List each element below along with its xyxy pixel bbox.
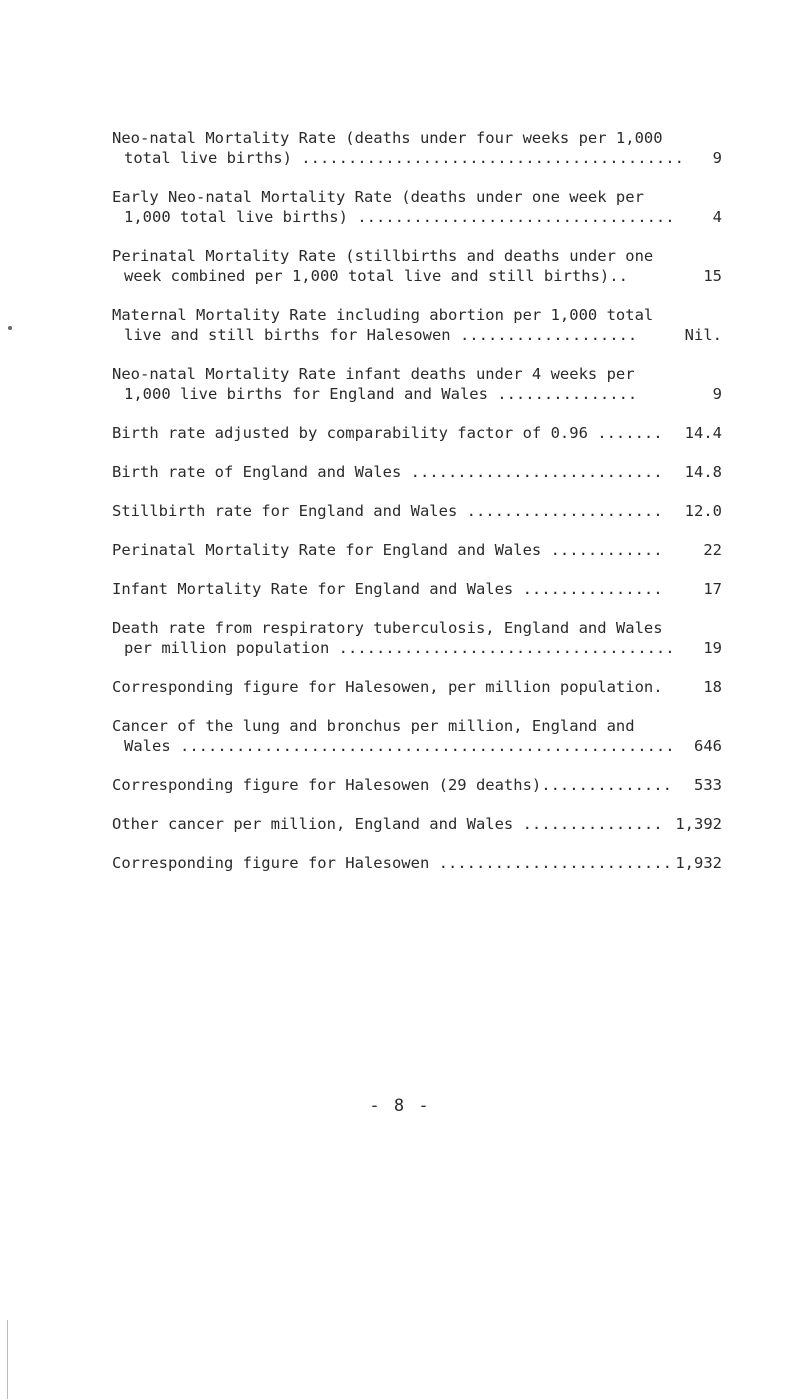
stat-label <box>112 462 663 482</box>
stat-label <box>112 187 675 227</box>
stat-label <box>112 501 663 521</box>
stat-label-line1: Neo-natal Mortality Rate infant deaths under 4 weeks per <box>112 365 635 383</box>
stat-label-line2: Wales ..................................................... <box>124 737 675 755</box>
stat-label-line1: Cancer of the lung and bronchus per million, England and <box>112 717 635 735</box>
stat-value: Nil. <box>684 326 722 344</box>
stat-label-line2: week combined per 1,000 total live and still births).. <box>124 267 628 285</box>
stat-row-lung-cancer-halesowen <box>112 775 722 795</box>
stat-label <box>112 853 672 873</box>
stat-value: 14.4 <box>684 424 722 442</box>
stat-value: 646 <box>694 737 722 755</box>
stat-label-line1: Birth rate adjusted by comparability factor of 0.96 ....... <box>112 424 663 442</box>
stat-label <box>112 423 663 443</box>
stat-row-other-cancer-england-wales <box>112 814 722 834</box>
stat-row-perinatal-mortality <box>112 246 722 286</box>
stat-value: 12.0 <box>684 502 722 520</box>
stat-label-line1: Death rate from respiratory tuberculosis, England and Wales <box>112 619 663 637</box>
stat-label <box>112 814 663 834</box>
stat-label-line1: Stillbirth rate for England and Wales ..................... <box>112 502 663 520</box>
stat-row-other-cancer-halesowen <box>112 853 722 873</box>
stat-row-maternal-mortality <box>112 305 722 345</box>
stat-value: 17 <box>703 580 722 598</box>
stat-label <box>112 677 663 697</box>
stat-label <box>112 128 684 168</box>
page-number: - 8 - <box>369 1096 431 1116</box>
stat-label-line2: per million population .................................... <box>124 639 675 657</box>
stat-label-line2: live and still births for Halesowen ................... <box>124 326 638 344</box>
stat-label <box>112 540 663 560</box>
stat-label-line1: Corresponding figure for Halesowen, per million population. <box>112 678 663 696</box>
stat-value: 15 <box>703 267 722 285</box>
stat-label <box>112 246 654 286</box>
stat-label-line1: Birth rate of England and Wales ........................... <box>112 463 663 481</box>
statistics-list <box>112 128 722 892</box>
stat-label <box>112 364 642 404</box>
stat-value: 9 <box>712 149 722 167</box>
stat-value: 9 <box>712 385 722 403</box>
stat-label <box>112 775 672 795</box>
stat-row-stillbirth-rate <box>112 501 722 521</box>
stat-label-line1: Other cancer per million, England and Wales ............... <box>112 815 663 833</box>
scan-edge-line <box>7 1320 8 1399</box>
stat-label-line1: Perinatal Mortality Rate (stillbirths and deaths under one <box>112 247 654 265</box>
stat-row-neonatal-england-wales <box>112 364 722 404</box>
stat-label-line2: 1,000 total live births) .................................. <box>124 208 675 226</box>
stat-label <box>112 305 654 345</box>
stat-label-line1: Neo-natal Mortality Rate (deaths under four weeks per 1,000 <box>112 129 663 147</box>
stat-value: 18 <box>703 678 722 696</box>
stat-row-tuberculosis-halesowen <box>112 677 722 697</box>
stat-row-infant-mortality <box>112 579 722 599</box>
stat-row-early-neonatal-mortality <box>112 187 722 227</box>
stat-label <box>112 618 675 658</box>
stat-value: 1,392 <box>675 815 722 833</box>
stat-row-birth-rate-england-wales <box>112 462 722 482</box>
stat-label-line1: Infant Mortality Rate for England and Wales ............... <box>112 580 663 598</box>
stat-row-lung-cancer-england-wales <box>112 716 722 756</box>
stat-value: 14.8 <box>684 463 722 481</box>
stat-label-line1: Corresponding figure for Halesowen (29 deaths).............. <box>112 776 672 794</box>
stat-value: 1,932 <box>675 854 722 872</box>
stat-value: 22 <box>703 541 722 559</box>
stat-label <box>112 716 675 756</box>
stat-row-neonatal-mortality <box>112 128 722 168</box>
stat-value: 533 <box>694 776 722 794</box>
stat-value: 4 <box>712 208 722 226</box>
stat-label <box>112 579 663 599</box>
stat-row-birth-rate-adjusted <box>112 423 722 443</box>
stat-label-line1: Perinatal Mortality Rate for England and Wales ............ <box>112 541 663 559</box>
stat-label-line1: Corresponding figure for Halesowen ......................... <box>112 854 672 872</box>
stat-label-line2: 1,000 live births for England and Wales ............... <box>124 385 638 403</box>
stat-label-line1: Maternal Mortality Rate including abortion per 1,000 total <box>112 306 654 324</box>
stat-label-line1: Early Neo-natal Mortality Rate (deaths under one week per <box>112 188 644 206</box>
margin-mark <box>8 326 12 330</box>
stat-row-tuberculosis-england-wales <box>112 618 722 658</box>
stat-label-line2: total live births) ......................................... <box>124 149 684 167</box>
stat-row-perinatal-england-wales <box>112 540 722 560</box>
stat-value: 19 <box>703 639 722 657</box>
